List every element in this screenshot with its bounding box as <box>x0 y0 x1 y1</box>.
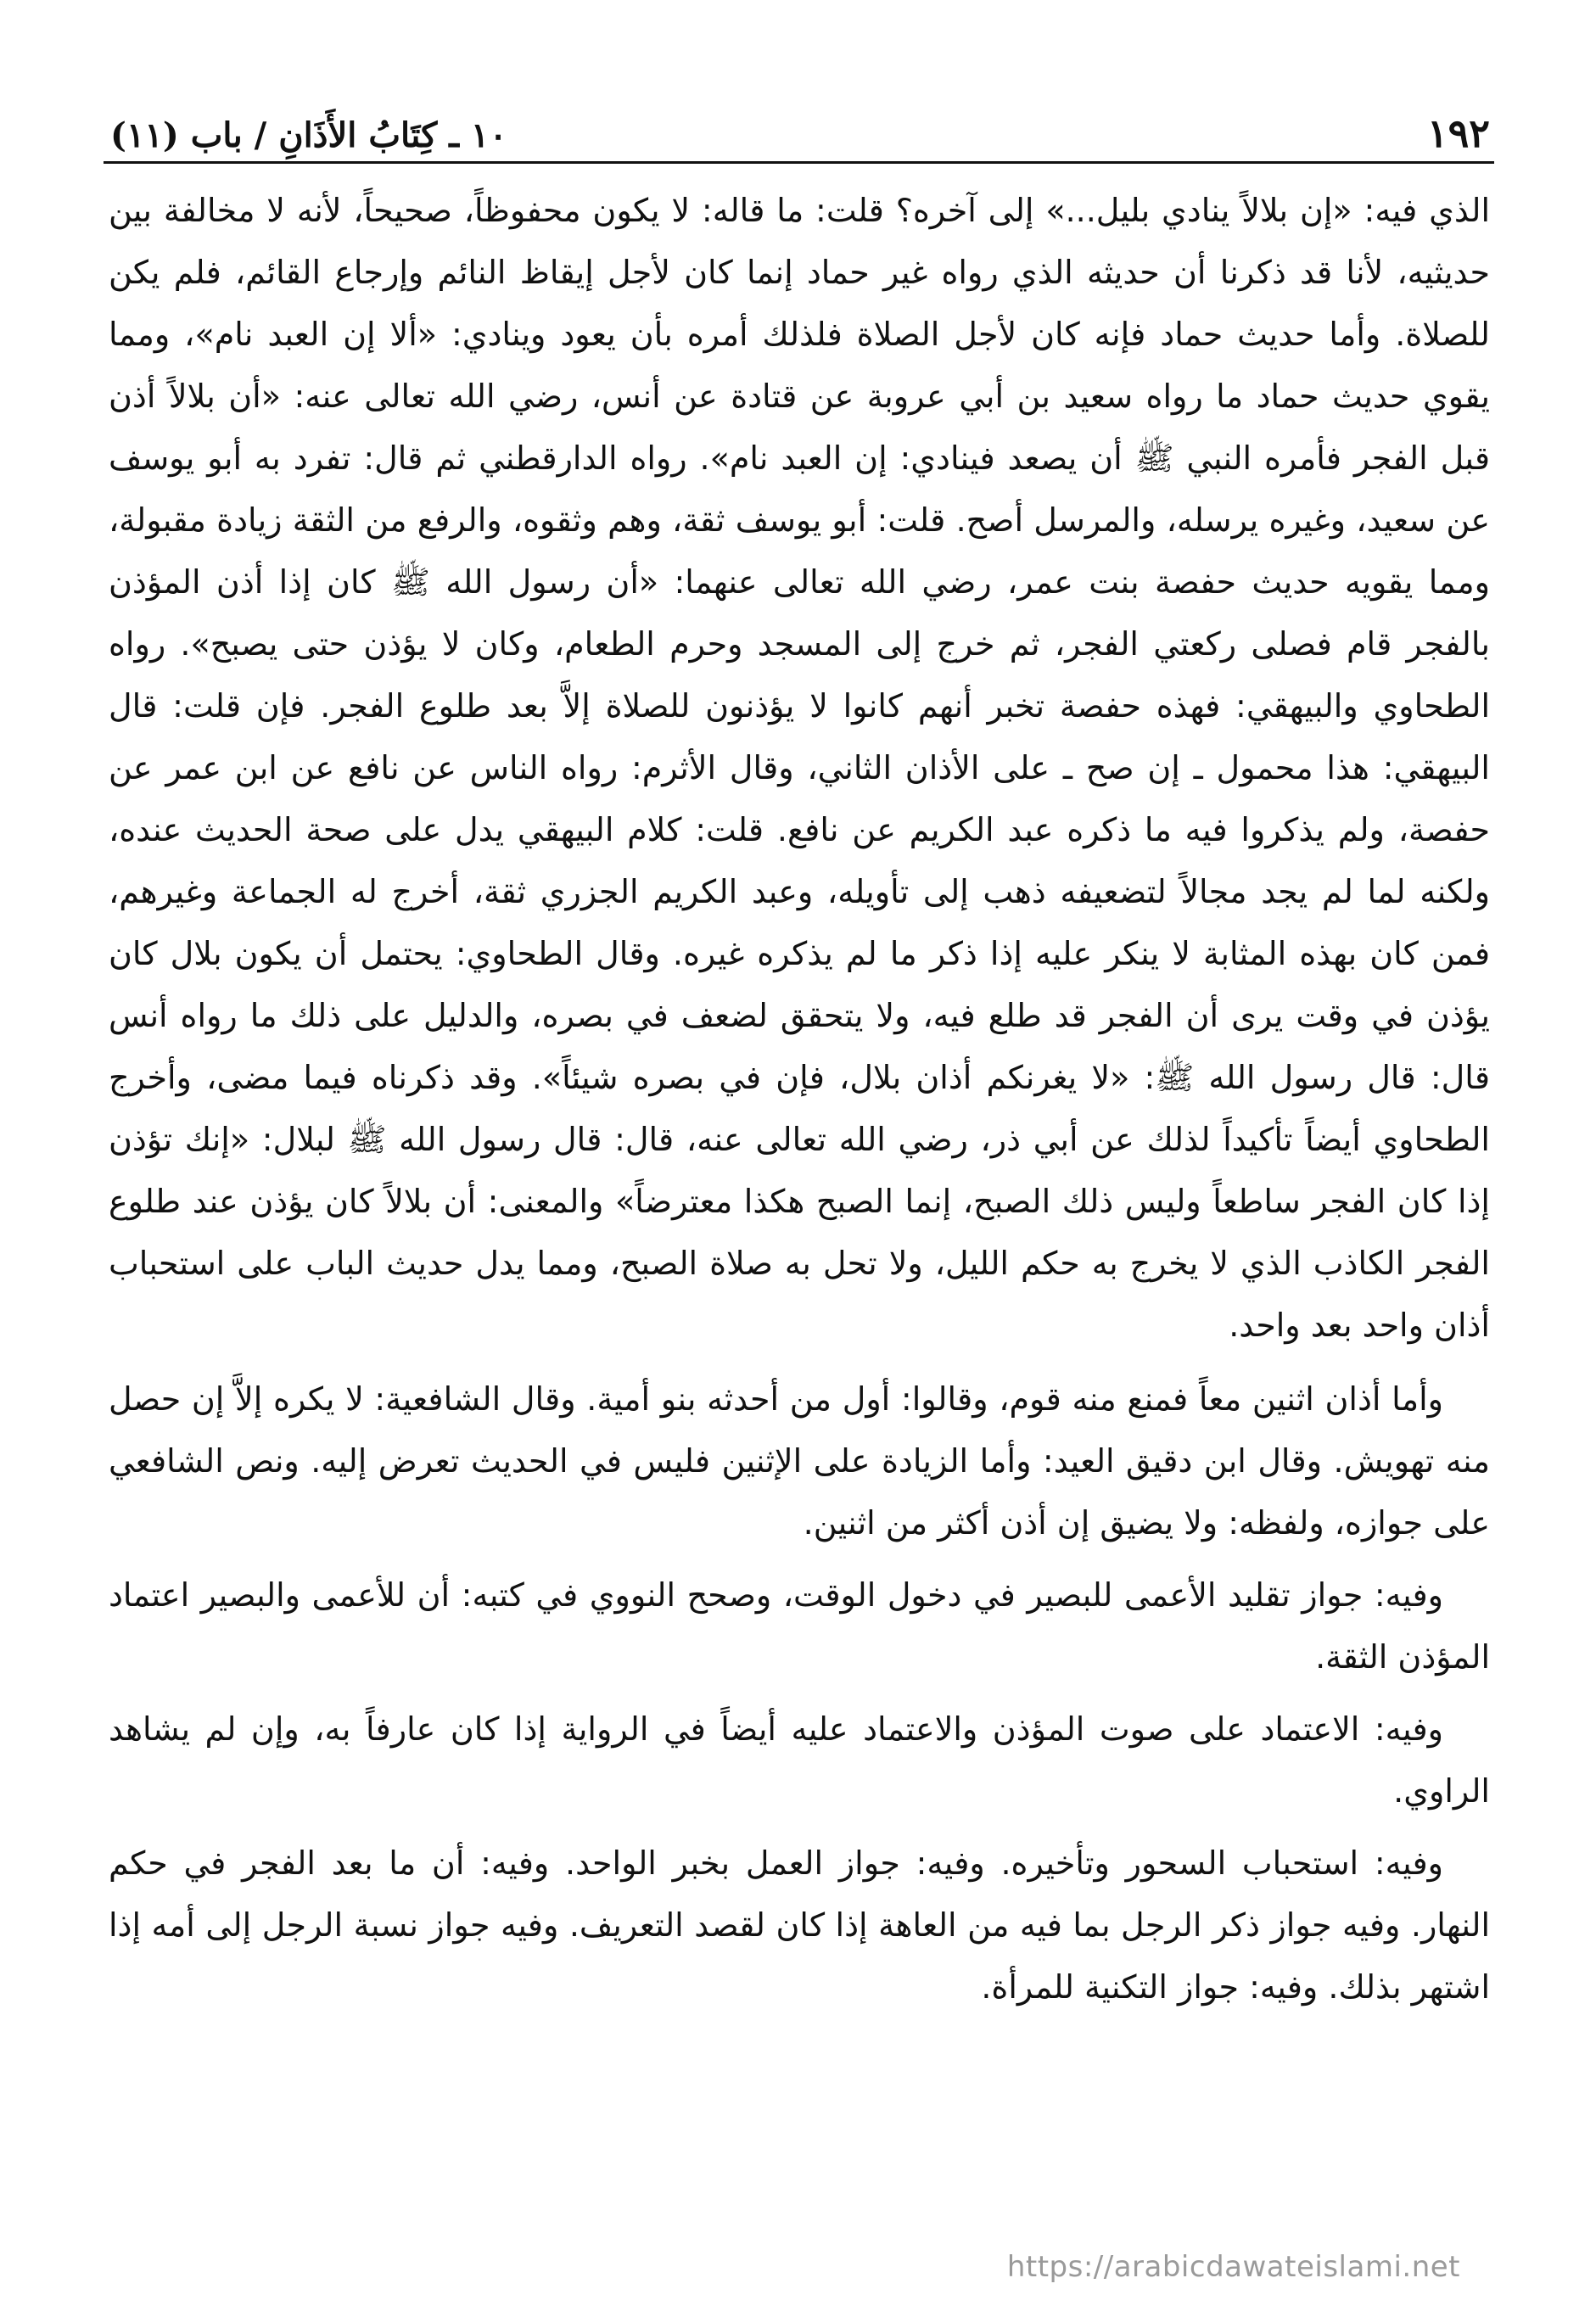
paragraph-5: وفيه: استحباب السحور وتأخيره. وفيه: جواز العمل بخبر الواحد. وفيه: أن ما بعد الفجر في حكم النهار. وفيه جواز ذكر الرجل بما فيه من العاهة إذا كان لقصد التعريف. وفيه جواز نسبة الرجل إلى أمه إذا اشتهر بذلك. وفيه: جواز التكنية للمرأة. <box>109 1844 1490 2006</box>
paragraph-1: الذي فيه: «إن بلالاً ينادي بليل...» إلى آخره؟ قلت: ما قاله: لا يكون محفوظاً، صحيحاً، لأنه لا مخالفة بين حديثيه، لأنا قد ذكرنا أن حديثه الذي رواه غير حماد إنما كان لأجل إيقاظ النائم وإرجاع القائم، فلم يكن للصلاة. وأما حديث حماد فإنه كان لأجل الصلاة فلذلك أمره بأن يعود وينادي: «ألا إن العبد نام»، ومما يقوي حديث حماد ما رواه سعيد بن أبي عروبة عن قتادة عن أنس، رضي الله تعالى عنه: «أن بلالاً أذن قبل الفجر فأمره النبي ﷺ أن يصعد فينادي: إن العبد نام». رواه الدارقطني ثم قال: تفرد به أبو يوسف عن سعيد، وغيره يرسله، والمرسل أصح. قلت: أبو يوسف ثقة، وهم وثقوه، والرفع من الثقة زيادة مقبولة، ومما يقويه حديث حفصة بنت عمر، رضي الله تعالى عنهما: «أن رسول الله ﷺ كان إذا أذن المؤذن بالفجر قام فصلى ركعتي الفجر، ثم خرج إلى المسجد وحرم الطعام، وكان لا يؤذن حتى يصبح». رواه الطحاوي والبيهقي: فهذه حفصة تخبر أنهم كانوا لا يؤذنون للصلاة إلاَّ بعد طلوع الفجر. فإن قلت: قال البيهقي: هذا محمول ـ إن صح ـ على الأذان الثاني، وقال الأثرم: رواه الناس عن نافع عن ابن عمر عن حفصة، ولم يذكروا فيه ما ذكره عبد الكريم عن نافع. قلت: كلام البيهقي يدل على صحة الحديث عنده، ولكنه لما لم يجد مجالاً لتضعيفه ذهب إلى تأويله، وعبد الكريم الجزري ثقة، أخرج له الجماعة وغيرهم، فمن كان بهذه المثابة لا ينكر عليه إذا ذكر ما لم يذكره غيره. وقال الطحاوي: يحتمل أن يكون بلال كان يؤذن في وقت يرى أن الفجر قد طلع فيه، ولا يتحقق لضعف في بصره، والدليل على ذلك ما رواه أنس قال: قال رسول الله ﷺ: «لا يغرنكم أذان بلال، فإن في بصره شيئاً». وقد ذكرناه فيما مضى، وأخرج الطحاوي أيضاً تأكيداً لذلك عن أبي ذر، رضي الله تعالى عنه، قال: قال رسول الله ﷺ لبلال: «إنك تؤذن إذا كان الفجر ساطعاً وليس ذلك الصبح، إنما الصبح هكذا معترضاً» والمعنى: أن بلالاً كان يؤذن عند طلوع الفجر الكاذب الذي لا يخرج به حكم الليل، ولا تحل به صلاة الصبح، ومما يدل حديث الباب على استحباب أذان واحد بعد واحد. <box>109 192 1490 1344</box>
source-watermark: https://arabicdawateislami.net <box>1006 2250 1460 2284</box>
paragraph-4: وفيه: الاعتماد على صوت المؤذن والاعتماد عليه أيضاً في الرواية إذا كان عارفاً به، وإن لم يشاهد الراوي. <box>109 1710 1490 1810</box>
page-number: ١٩٢ <box>1426 110 1490 156</box>
page-body <box>109 180 1490 2029</box>
paragraph-2: وأما أذان اثنين معاً فمنع منه قوم، وقالوا: أول من أحدثه بنو أمية. وقال الشافعية: لا يكره إلاَّ إن حصل منه تهويش. وقال ابن دقيق العيد: وأما الزيادة على الإثنين فليس في الحديث تعرض إليه. ونص الشافعي على جوازه، ولفظه: ولا يضيق إن أذن أكثر من اثنين. <box>109 1380 1490 1542</box>
chapter-title: ١٠ ـ كِتَابُ الأَذَانِ / باب (١١) <box>110 115 507 155</box>
paragraph-3: وفيه: جواز تقليد الأعمى للبصير في دخول الوقت، وصحح النووي في كتبه: أن للأعمى والبصير اعتماد المؤذن الثقة. <box>109 1576 1490 1676</box>
header-divider <box>104 161 1494 164</box>
running-header <box>110 102 1490 156</box>
